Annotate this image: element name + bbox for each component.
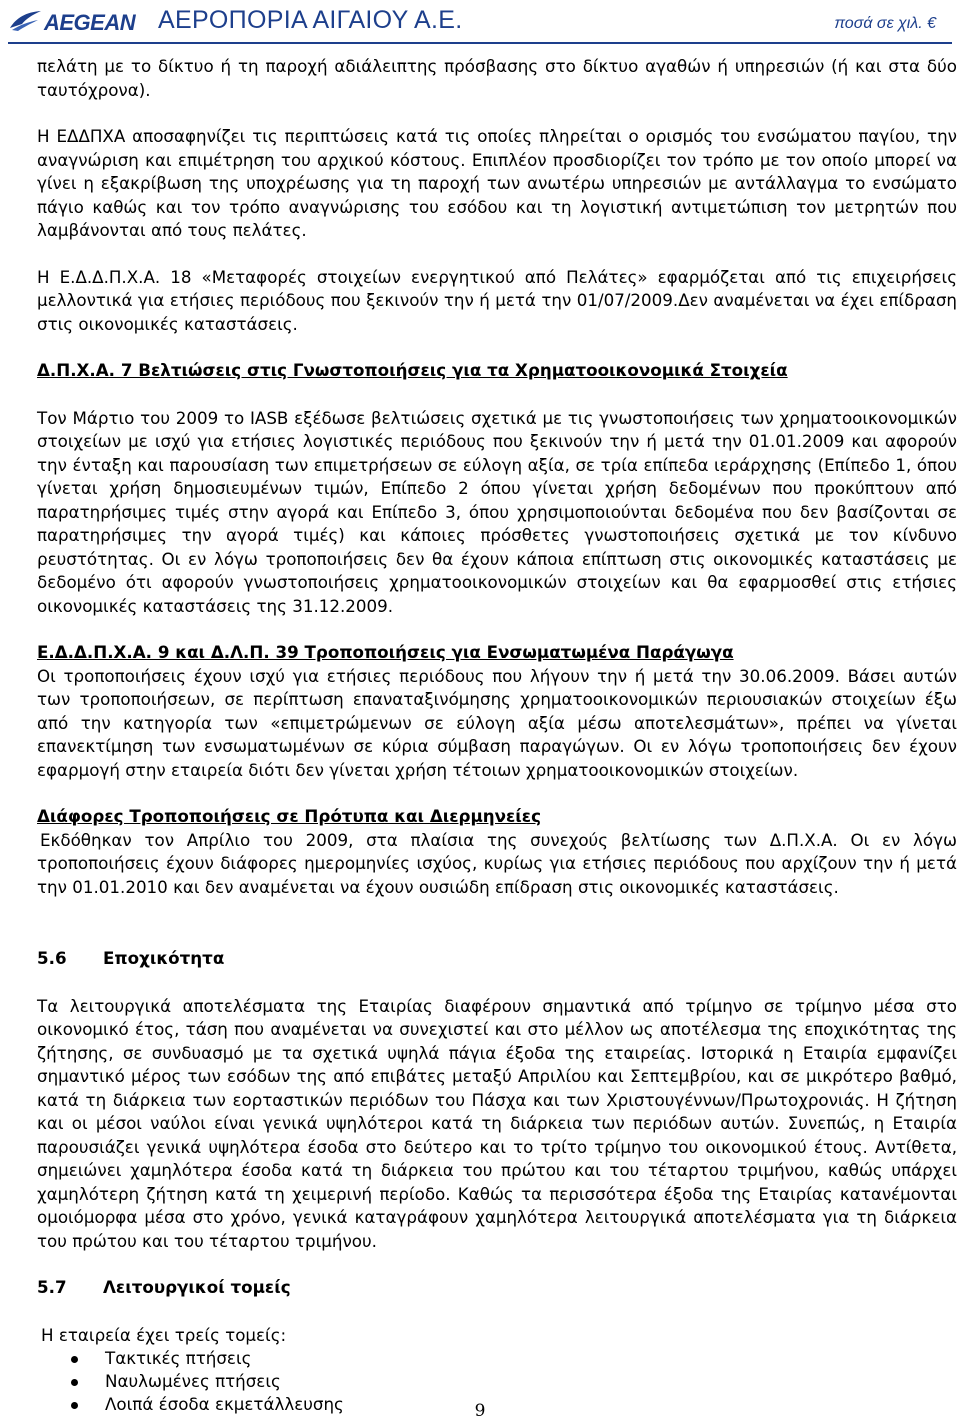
list-item: Ναυλωμένες πτήσεις bbox=[37, 1370, 957, 1393]
section-heading-edpxa9: Ε.Δ.Δ.Π.Χ.Α. 9 και Δ.Λ.Π. 39 Τροποποιήσεις για Ενσωματωμένα Παράγωγα bbox=[37, 642, 734, 662]
paragraph-2: Η ΕΔΔΠΧΑ αποσαφηνίζει τις περιπτώσεις κατά τις οποίες πληρείται ο ορισμός του ενσώματου παγίου, την αναγνώριση και επιμέτρηση του αρχικού κόστους. Επιπλέον προσδιορίζει τον τρόπο με τον οποίο μπορεί να γίνει η εξακρίβωση της υποχρέωσης για τη παροχή των ανωτέρω υπηρεσιών με αντάλλαγμα το ενσώματο πάγιο καθώς και τον τρόπο αναγνώρισης του εσόδου και τη λογιστική αντιμετώπιση τον μετρητών που λαμβάνονται από τους πελάτες. bbox=[37, 126, 957, 240]
logo-text: AEGEAN bbox=[44, 10, 136, 35]
section-text-diafores: Εκδόθηκαν τον Απρίλιο του 2009, στα πλαίσια της συνεχούς βελτίωσης των Δ.Π.Χ.Α. Οι εν λόγω τροποποιήσεις έχουν διάφορες ημερομηνίες ισχύος, κυρίως για ετήσιες περιόδους που αρχίζουν την ή μετά την 01.01.2010 και δεν αναμένεται να έχουν ουσιώδη επίδραση στις οικονομικές καταστάσεις. bbox=[37, 829, 957, 897]
section-text-edpxa9: Οι τροποποιήσεις έχουν ισχύ για ετήσιες περιόδους που λήγουν την ή μετά την 30.06.2009. Βάσει αυτών των τροποποιήσεων, σε περίπτωση επαναταξινόμησης χρηματοοικονομικών περιουσιακών στοιχείων έξω από την κατηγορία των «επιμετρώμενων σε εύλογη αξία μέσω αποτελεσμάτων», πρέπει να γίνεται επανεκτίμηση των ενσωματωμένων σε κύρια σύμβαση παραγώγων. Οι εν λόγω τροποποιήσεις δεν έχουν εφαρμογή στην εταιρεία διότι δεν γίνεται χρήση τέτοιων χρηματοοικονομικών στοιχείων. bbox=[37, 665, 957, 780]
section-title-text: Λειτουργικοί τομείς bbox=[103, 1277, 291, 1297]
page-number: 9 bbox=[474, 1401, 486, 1421]
section-title-5-7 bbox=[37, 1276, 957, 1300]
section-number: 5.6 bbox=[37, 948, 67, 968]
paragraph-1: πελάτη με το δίκτυο ή τη παροχή αδιάλειπτης πρόσβασης στο δίκτυο αγαθών ή υπηρεσιών (ή και στα δύο ταυτόχρονα). bbox=[37, 56, 957, 100]
section-title-text: Εποχικότητα bbox=[103, 948, 225, 968]
section-title-5-6 bbox=[37, 947, 957, 971]
aegean-logo bbox=[8, 8, 136, 35]
document-body bbox=[37, 55, 957, 1416]
section-text-dpxa7: Τον Μάρτιο του 2009 το IASB εξέδωσε βελτιώσεις σχετικά με τις γνωστοποιήσεις των χρηματοοικονομικών στοιχείων με ισχύ για ετήσιες λογιστικές περιόδους που ξεκινούν την ή μετά την 01.01.2009 και αφορούν την ένταξη και παρουσίαση των επιμετρήσεων σε εύλογη αξία, σε τρία επίπεδα ιεράρχησης (Επίπεδο 1, όπου γίνεται χρήση δημοσιευμένων τιμών, Επίπεδο 2 όπου γίνεται χρήση δεδομένων που προκύπτουν από παρατηρήσιμες τιμές στην αγορά και Επίπεδο 3, όπου χρησιμοποιούνται δεδομένα που δεν βασίζονται σε παρατηρήσιμες την αγορά τιμές) και κάποιες πρόσθετες γνωστοποιήσεις σχετικά με τον κίνδυνο ρευστότητας. Οι εν λόγω τροποποιήσεις δεν θα έχουν κάποια επίπτωση στις οικονομικές καταστάσεις με δεδομένο ότι αφορούν γνωστοποιήσεις χρηματοοικονομικών στοιχείων και θα εφαρμοσθεί στις ετήσιες οικονομικές καταστάσεις της 31.12.2009. bbox=[37, 407, 957, 616]
units-label: ποσά σε χιλ. € bbox=[834, 15, 936, 32]
list-item: Τακτικές πτήσεις bbox=[37, 1347, 957, 1370]
bird-logo-icon bbox=[8, 8, 44, 34]
section-intro-5-7: Η εταιρεία έχει τρείς τομείς: bbox=[41, 1324, 287, 1345]
paragraph-3: Η Ε.Δ.Δ.Π.Χ.Α. 18 «Μεταφορές στοιχείων ενεργητικού από Πελάτες» εφαρμόζεται από τις επιχειρήσεις μελλοντικά για ετήσιες περιόδους που ξεκινούν την ή μετά την 01/07/2009.Δεν αναμένεται να έχει επίδραση στις οικονομικές καταστάσεις. bbox=[37, 266, 957, 334]
section-heading-dpxa7: Δ.Π.Χ.Α. 7 Βελτιώσεις στις Γνωστοποιήσεις για τα Χρηματοοικονομικά Στοιχεία bbox=[37, 360, 788, 380]
section-heading-diafores: Διάφορες Τροποποιήσεις σε Πρότυπα και Διερμηνείες bbox=[37, 806, 541, 826]
header-divider bbox=[8, 42, 952, 44]
list-item: Λοιπά έσοδα εκμετάλλευσης bbox=[37, 1393, 957, 1416]
section-number: 5.7 bbox=[37, 1277, 67, 1297]
section-text-5-6: Τα λειτουργικά αποτελέσματα της Εταιρίας διαφέρουν σημαντικά από τρίμηνο σε τρίμηνο μέσα στο οικονομικό έτος, τάση που αναμένεται να συνεχιστεί και στο μέλλον ως αποτέλεσμα της εποχικότητας της ζήτησης, σε συνδυασμό με τα σχετικά υψηλά πάγια έξοδα της εταιρείας. Ιστορικά η Εταιρία εμφανίζει σημαντικό μέρος των εσόδων της από επιβάτες μεταξύ Απριλίου και Σεπτεμβρίου, και σε μικρότερο βαθμό, κατά τη διάρκεια των εορταστικών περιόδων του Πάσχα και των Χριστουγέννων/Πρωτοχρονιάς. Η ζήτηση και οι μέσοι ναύλοι είναι γενικά υψηλότεροι κατά τη διάρκεια των περιόδων αυτών. Συνεπώς, η Εταιρία παρουσιάζει γενικά υψηλότερα έσοδα στο δεύτερο και το τρίτο τρίμηνο του οικονομικού έτους. Αντίθετα, σημειώνει χαμηλότερα έσοδα κατά τη διάρκεια του πρώτου και του τέταρτου τριμήνου, καθώς υπάρχει χαμηλότερη ζήτηση κατά τη χειμερινή περίοδο. Καθώς τα περισσότερα έξοδα της Εταιρίας κατανέμονται ομοιόμορφα μέσα στο χρόνο, γενικά καταγράφουν χαμηλότερα λειτουργικά αποτελέσματα για τη διάρκεια του πρώτου και του τέταρτου τριμήνου. bbox=[37, 995, 957, 1251]
page-header bbox=[0, 0, 960, 44]
company-name: ΑΕΡΟΠΟΡΙΑ ΑΙΓΑΙΟΥ Α.Ε. bbox=[158, 6, 463, 34]
